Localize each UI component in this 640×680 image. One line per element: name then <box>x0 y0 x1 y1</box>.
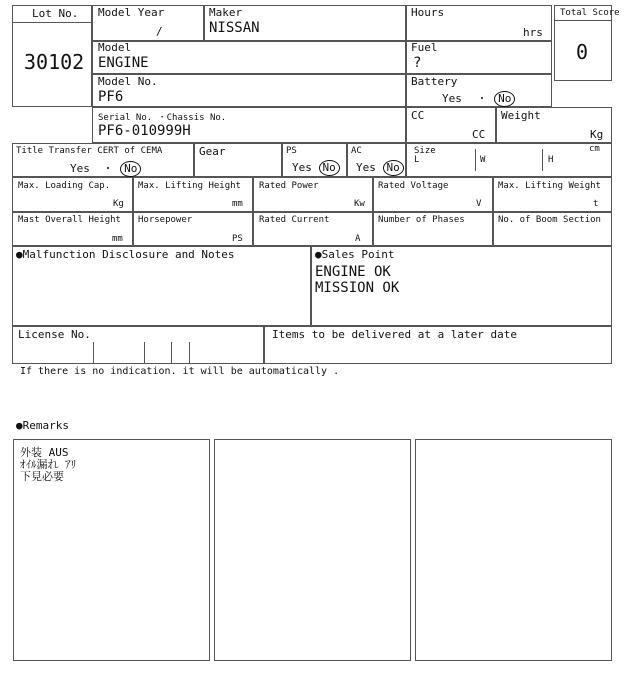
sales-point-label: ●Sales Point <box>315 248 395 261</box>
remarks-line-3: 下見必要 <box>20 470 64 483</box>
rated-voltage-label: Rated Voltage <box>378 181 449 191</box>
total-score-value: 0 <box>576 40 589 64</box>
ps-yes: Yes <box>292 161 312 174</box>
malfunction-label: ●Malfunction Disclosure and Notes <box>16 248 235 261</box>
maker-value: NISSAN <box>209 20 260 36</box>
model-year-label: Model Year <box>98 6 165 19</box>
ac-label: AC <box>351 146 362 156</box>
sales-point-line-1: ENGINE OK <box>315 264 391 280</box>
rated-voltage-unit: V <box>476 199 482 209</box>
battery-yes: Yes <box>442 92 462 105</box>
ac-options <box>356 160 404 176</box>
remarks-line-1: 外装 AUS <box>20 446 69 459</box>
serial-label: Serial No. ・Chassis No. <box>98 113 227 123</box>
mast-height-unit: mm <box>112 234 123 244</box>
fuel-value: ? <box>413 55 422 71</box>
model-no-value: PF6 <box>98 89 124 105</box>
items-later-label: Items to be delivered at a later date <box>272 328 518 341</box>
model-year-value: / <box>156 25 163 38</box>
title-transfer-dot: ・ <box>102 162 114 175</box>
license-label: License No. <box>18 328 91 341</box>
lot-number: 30102 <box>24 50 85 74</box>
size-w: W <box>480 155 486 165</box>
size-label: Size <box>414 146 436 156</box>
sales-point-line-2: MISSION OK <box>315 280 400 296</box>
horsepower-label: Horsepower <box>138 215 193 225</box>
ps-label: PS <box>286 146 297 156</box>
license-divider-2 <box>144 342 145 364</box>
ac-no-circled: No <box>383 160 404 176</box>
remarks-box-3 <box>415 439 612 661</box>
cc-unit: CC <box>472 128 486 141</box>
battery-options <box>442 90 515 107</box>
max-lift-height-label: Max. Lifting Height <box>138 181 241 191</box>
rated-power-label: Rated Power <box>259 181 319 191</box>
lot-label: Lot No. <box>32 7 79 20</box>
remarks-title: ●Remarks <box>16 419 69 432</box>
size-divider-2 <box>542 149 543 171</box>
hours-label: Hours <box>411 6 445 19</box>
weight-label: Weight <box>501 109 541 122</box>
cc-label: CC <box>411 109 425 122</box>
ps-options <box>292 160 340 176</box>
phases-label: Number of Phases <box>378 215 465 225</box>
license-divider-3 <box>171 342 172 364</box>
title-transfer-label: Title Transfer CERT of CEMA <box>16 146 163 156</box>
battery-label: Battery <box>411 75 458 88</box>
ps-no-circled: No <box>319 160 340 176</box>
size-unit: cm <box>589 144 600 154</box>
mast-height-label: Mast Overall Height <box>18 215 121 225</box>
size-l: L <box>414 155 420 165</box>
total-score-label: Total Score <box>560 8 620 18</box>
battery-no-circled: No <box>494 91 515 107</box>
weight-unit: Kg <box>590 128 604 141</box>
title-transfer-yes: Yes <box>70 162 90 175</box>
gear-label: Gear <box>199 145 226 158</box>
boom-label: No. of Boom Section <box>498 215 601 225</box>
model-value: ENGINE <box>98 55 149 71</box>
remarks-line-2: ｵｲﾙ漏れ ｱﾘ <box>20 458 77 471</box>
maker-label: Maker <box>209 6 243 19</box>
horsepower-unit: PS <box>232 234 243 244</box>
size-h: H <box>548 155 554 165</box>
max-lift-height-unit: mm <box>232 199 243 209</box>
fuel-label: Fuel <box>411 41 438 54</box>
max-loading-label: Max. Loading Cap. <box>18 181 111 191</box>
remarks-box-2 <box>214 439 411 661</box>
hours-unit: hrs <box>523 26 543 39</box>
max-lift-weight-label: Max. Lifting Weight <box>498 181 601 191</box>
size-divider-1 <box>475 149 476 171</box>
battery-dot: ・ <box>476 92 488 105</box>
rated-current-label: Rated Current <box>259 215 330 225</box>
ac-yes: Yes <box>356 161 376 174</box>
size-cell <box>406 143 612 177</box>
license-divider-1 <box>93 342 94 364</box>
rated-current-unit: A <box>355 234 361 244</box>
model-no-label: Model No. <box>98 75 158 88</box>
serial-value: PF6-010999H <box>98 123 191 139</box>
max-lift-weight-unit: t <box>593 199 599 209</box>
model-label: Model <box>98 41 132 54</box>
auto-note: If there is no indication. it will be automatically . <box>20 366 340 377</box>
title-transfer-no-circled: No <box>120 161 141 177</box>
rated-power-unit: Kw <box>354 199 365 209</box>
license-divider-4 <box>189 342 190 364</box>
title-transfer-options <box>70 160 141 177</box>
max-loading-unit: Kg <box>113 199 124 209</box>
